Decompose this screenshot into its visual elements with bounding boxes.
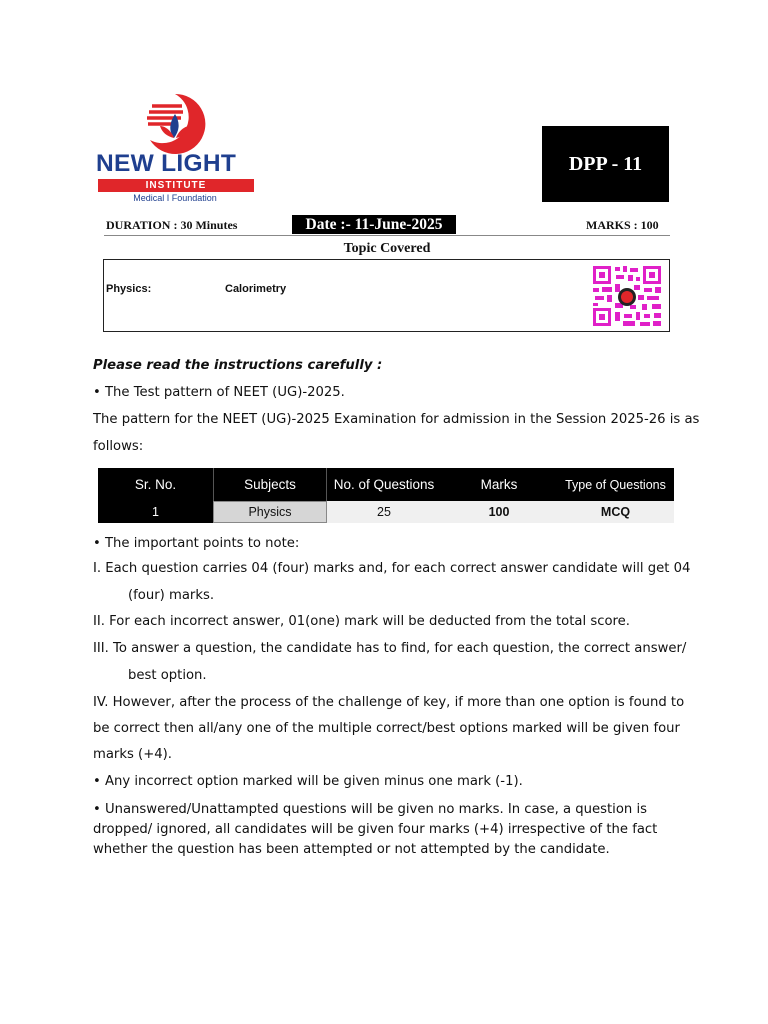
logo-emblem-icon xyxy=(140,92,210,154)
table-header-cell: Sr. No. xyxy=(98,468,213,501)
point-line: I. Each question carries 04 (four) marks and, for each correct answer candidate will get 04 xyxy=(93,561,691,576)
table-header-cell: Subjects xyxy=(213,468,327,501)
logo-name: NEW LIGHT xyxy=(96,150,237,177)
subject-label: Physics: xyxy=(106,283,152,295)
point-line: marks (+4). xyxy=(93,747,172,762)
table-header-cell: Marks xyxy=(441,468,557,501)
point-line: • Unanswered/Unattampted questions will be given no marks. In case, a question is xyxy=(93,802,647,817)
table-cell: Physics xyxy=(213,501,327,523)
table-header-cell: No. of Questions xyxy=(327,468,441,501)
instructions-heading: Please read the instructions carefully : xyxy=(93,358,383,373)
table-cell: 1 xyxy=(98,501,213,523)
table-header-row xyxy=(98,468,674,501)
topic-name: Calorimetry xyxy=(225,283,287,295)
point-line: (four) marks. xyxy=(128,588,215,603)
point-line: dropped/ ignored, all candidates will be given four marks (+4) irrespective of the fact xyxy=(93,822,658,837)
point-line: II. For each incorrect answer, 01(one) mark will be deducted from the total score. xyxy=(93,614,630,629)
topic-covered-title: Topic Covered xyxy=(343,241,431,256)
logo-bar: INSTITUTE xyxy=(98,179,254,192)
point-line: best option. xyxy=(128,668,207,683)
topic-box xyxy=(103,259,670,332)
table-cell: 100 xyxy=(441,501,557,523)
total-marks: MARKS : 100 xyxy=(586,218,659,232)
logo-subtitle: Medical I Foundation xyxy=(133,193,217,203)
instruction-line: • The Test pattern of NEET (UG)-2025. xyxy=(93,385,345,400)
table-row xyxy=(98,501,674,523)
point-line: whether the question has been attempted or not attempted by the candidate. xyxy=(93,842,610,857)
table-header-cell: Type of Questions xyxy=(557,468,674,501)
header-divider xyxy=(104,235,670,236)
qr-code-icon[interactable] xyxy=(590,263,664,329)
duration: DURATION : 30 Minutes xyxy=(106,218,238,232)
point-line: be correct then all/any one of the multiple correct/best options marked will be given four xyxy=(93,721,680,736)
table-cell: 25 xyxy=(327,501,441,523)
institute-logo xyxy=(96,92,256,204)
point-line: III. To answer a question, the candidate has to find, for each question, the correct answer/ xyxy=(93,641,687,656)
instruction-line: follows: xyxy=(93,439,144,454)
point-line: IV. However, after the process of the challenge of key, if more than one option is found to xyxy=(93,695,685,710)
point-line: • Any incorrect option marked will be given minus one mark (-1). xyxy=(93,774,523,789)
exam-pattern-table xyxy=(98,468,674,523)
table-cell: MCQ xyxy=(557,501,674,523)
points-heading: • The important points to note: xyxy=(93,536,300,551)
dpp-title: DPP - 11 xyxy=(542,126,669,202)
instruction-line: The pattern for the NEET (UG)-2025 Examination for admission in the Session 2025-26 is as xyxy=(93,412,700,427)
exam-date: Date :- 11-June-2025 xyxy=(292,215,456,234)
